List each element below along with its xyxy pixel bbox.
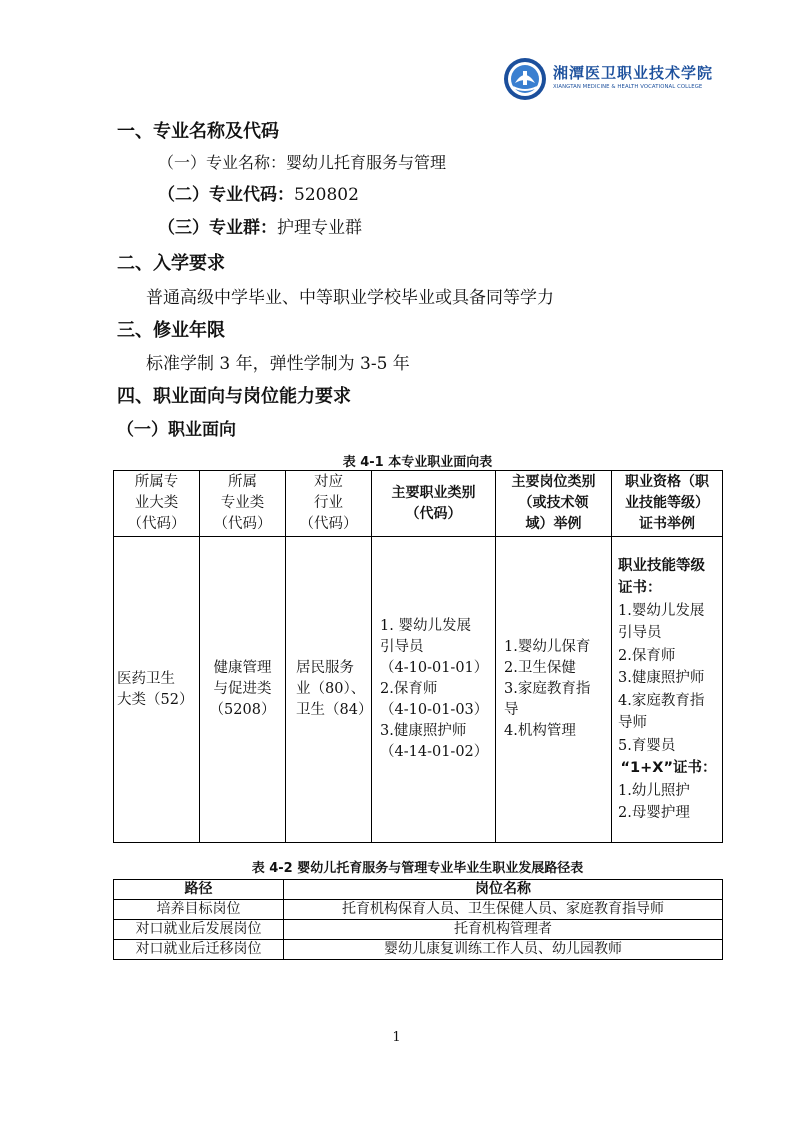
table-row [114, 940, 723, 960]
header-post-category: 主要岗位类别 （或技术领 域）举例 [496, 471, 612, 537]
table-row [114, 900, 723, 920]
section-1-title: 一、专业名称及代码 [117, 121, 279, 142]
college-name-en: XIANGTAN MEDICINE & HEALTH VOCATIONAL COLLEGE [553, 84, 703, 90]
major-group-line [158, 213, 362, 238]
major-name-value: 婴幼儿托育服务与管理 [286, 153, 447, 172]
cell-path: 培养目标岗位 [114, 900, 284, 920]
header-occupation: 主要职业类别 （代码） [372, 471, 496, 537]
career-orientation-table [113, 470, 723, 843]
table-row [114, 920, 723, 940]
college-emblem-icon [503, 57, 547, 101]
section-3-title: 三、修业年限 [117, 320, 225, 341]
cell-occupation: 1. 婴幼儿发展 引导员 （4-10-01-01） 2.保育师 （4-10-01-03） 3.健康照护师 （4-14-01-02） [372, 537, 496, 843]
major-name-label: （一）专业名称： [158, 153, 287, 172]
cell-certificate: 职业技能等级 证书： 1.婴幼儿发展 引导员 2.保育师 3.健康照护师 4.家庭教育指 导师 5.育婴员 “1+X”证书： 1.幼儿照护 2.母婴护理 [612, 537, 723, 843]
cell-path: 对口就业后迁移岗位 [114, 940, 284, 960]
duration-text: 标准学制 3 年，弹性学制为 3-5 年 [146, 354, 410, 374]
section-2-title: 二、入学要求 [117, 253, 225, 274]
section-4-title: 四、职业面向与岗位能力要求 [117, 386, 351, 407]
table-header-row [114, 880, 723, 900]
college-logo [503, 57, 714, 101]
cell-post: 托育机构保育人员、卫生保健人员、家庭教育指导师 [284, 900, 723, 920]
header-certificate: 职业资格（职 业技能等级） 证书举例 [612, 471, 723, 537]
header-major-class: 所属 专业类 （代码） [200, 471, 286, 537]
table-row [114, 537, 723, 843]
header-major-category: 所属专 业大类 （代码） [114, 471, 200, 537]
major-code-line [158, 180, 359, 205]
major-group-value: 护理专业群 [277, 218, 362, 238]
major-name-line [158, 150, 446, 173]
page-number: 1 [392, 1030, 401, 1045]
major-group-label: （三）专业群： [158, 218, 277, 238]
cell-industry: 居民服务 业（80）、 卫生（84） [286, 537, 372, 843]
college-name-cn: 湘潭医卫职业技术学院 [553, 64, 714, 82]
header-post-name: 岗位名称 [284, 880, 723, 900]
header-path: 路径 [114, 880, 284, 900]
cell-major-class: 健康管理 与促进类 （5208） [200, 537, 286, 843]
table-header-row [114, 471, 723, 537]
cell-major-category: 医药卫生 大类（52） [114, 537, 200, 843]
section-4-subtitle: （一）职业面向 [117, 420, 236, 440]
cell-post-category: 1.婴幼儿保育 2.卫生保健 3.家庭教育指 导 4.机构管理 [496, 537, 612, 843]
cell-path: 对口就业后发展岗位 [114, 920, 284, 940]
admission-text: 普通高级中学毕业、中等职业学校毕业或具备同等学力 [146, 288, 554, 308]
cell-post: 婴幼儿康复训练工作人员、幼儿园教师 [284, 940, 723, 960]
cell-post: 托育机构管理者 [284, 920, 723, 940]
table-1-caption: 表 4-1 本专业职业面向表 [342, 455, 493, 470]
table-2-caption: 表 4-2 婴幼儿托育服务与管理专业毕业生职业发展路径表 [251, 861, 584, 876]
major-code-value: 520802 [294, 185, 359, 205]
career-path-table [113, 879, 723, 960]
major-code-label: （二）专业代码： [158, 185, 294, 205]
header-industry: 对应 行业 （代码） [286, 471, 372, 537]
